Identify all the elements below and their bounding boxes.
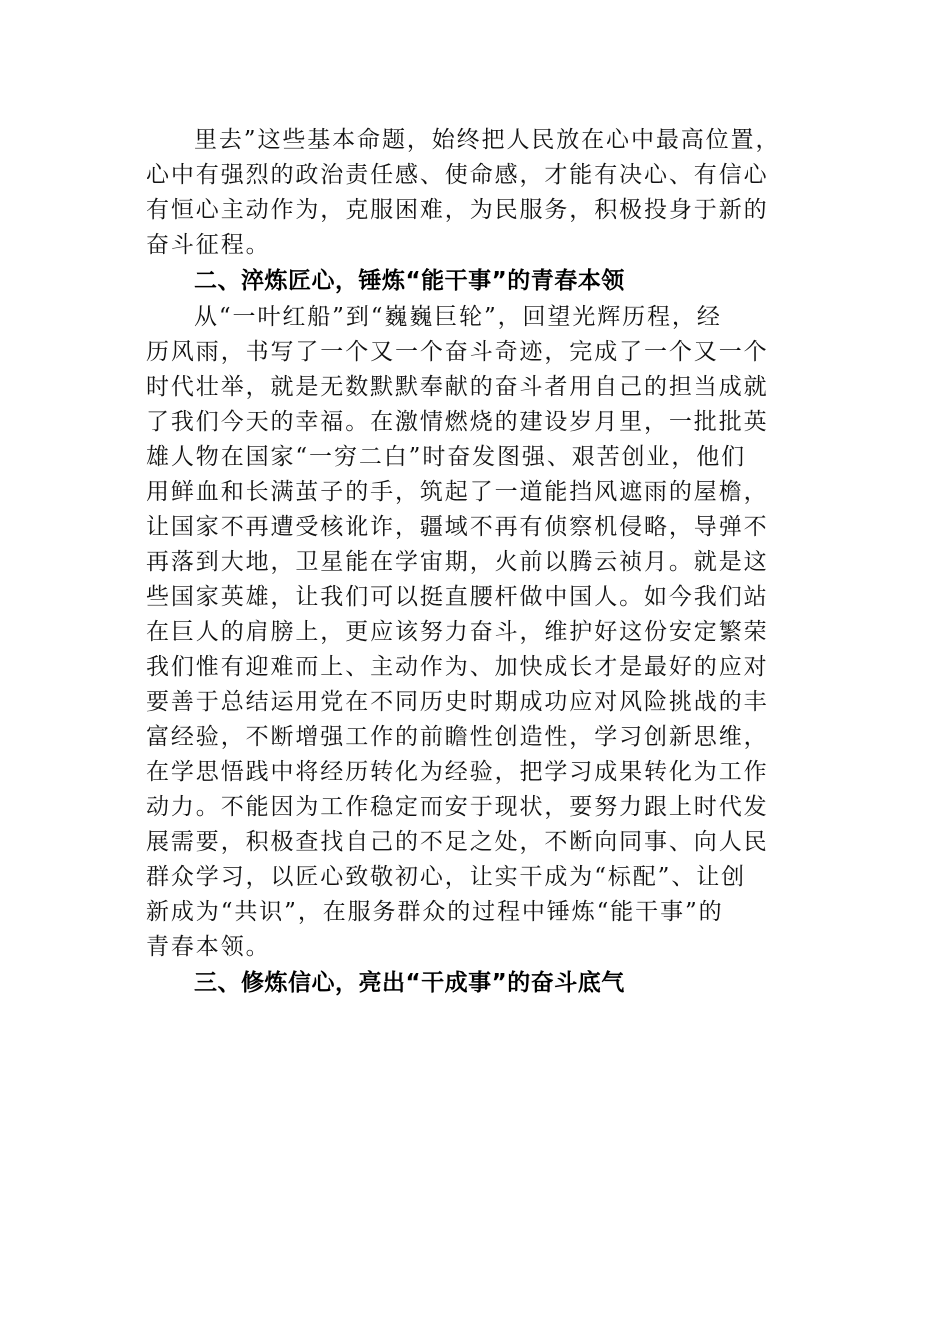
- paragraph-2-line-10: 在巨人的肩膀上，更应该努力奋斗，维护好这份安定繁荣: [146, 619, 769, 645]
- paragraph-2-line-4: 了我们今天的幸福。在激情燃烧的建设岁月里，一批批英: [146, 409, 769, 435]
- paragraph-2-line-17: 群众学习，以匠心致敬初心，让实干成为“标配”、让创: [146, 864, 747, 890]
- paragraph-1-line-1: 里去”这些基本命题，始终把人民放在心中最高位置，: [194, 127, 781, 153]
- paragraph-2-line-5: 雄人物在国家“一穷二白”时奋发图强、艰苦创业，他们: [146, 444, 747, 470]
- paragraph-2-line-9: 些国家英雄，让我们可以挺直腰杆做中国人。如今我们站: [146, 584, 769, 610]
- paragraph-2-line-13: 富经验，不断增强工作的前瞻性创造性，学习创新思维，: [146, 724, 769, 750]
- section-heading-3: 三、修炼信心，亮出“干成事”的奋斗底气: [194, 970, 625, 996]
- paragraph-2-line-8: 再落到大地，卫星能在学宙期，火前以腾云祯月。就是这: [146, 549, 769, 575]
- paragraph-2-line-12: 要善于总结运用党在不同历史时期成功应对风险挑战的丰: [146, 689, 769, 715]
- paragraph-2-line-3: 时代壮举，就是无数默默奉献的奋斗者用自己的担当成就: [146, 374, 769, 400]
- paragraph-2-line-11: 我们惟有迎难而上、主动作为、加快成长才是最好的应对: [146, 654, 769, 680]
- paragraph-2-line-1: 从“一叶红船”到“巍巍巨轮”，回望光辉历程，经: [194, 304, 722, 330]
- paragraph-1-line-4: 奋斗征程。: [146, 232, 271, 258]
- paragraph-2-line-15: 动力。不能因为工作稳定而安于现状，要努力跟上时代发: [146, 794, 769, 820]
- paragraph-2-line-16: 展需要，积极查找自己的不足之处，不断向同事、向人民: [146, 829, 769, 855]
- paragraph-1-line-3: 有恒心主动作为，克服困难，为民服务，积极投身于新的: [146, 197, 769, 223]
- paragraph-2-line-19: 青春本领。: [146, 934, 271, 960]
- paragraph-2-line-7: 让国家不再遭受核讹诈，疆域不再有侦察机侵略，导弹不: [146, 514, 769, 540]
- paragraph-2-line-14: 在学思悟践中将经历转化为经验，把学习成果转化为工作: [146, 759, 769, 785]
- paragraph-2-line-18: 新成为“共识”，在服务群众的过程中锤炼“能干事”的: [146, 899, 724, 925]
- section-heading-2: 二、淬炼匠心，锤炼“能干事”的青春本领: [194, 268, 625, 294]
- paragraph-2-line-2: 历风雨，书写了一个又一个奋斗奇迹，完成了一个又一个: [146, 339, 769, 365]
- paragraph-2-line-6: 用鲜血和长满茧子的手，筑起了一道能挡风遮雨的屋檐，: [146, 479, 769, 505]
- paragraph-1-line-2: 心中有强烈的政治责任感、使命感，才能有决心、有信心: [146, 162, 769, 188]
